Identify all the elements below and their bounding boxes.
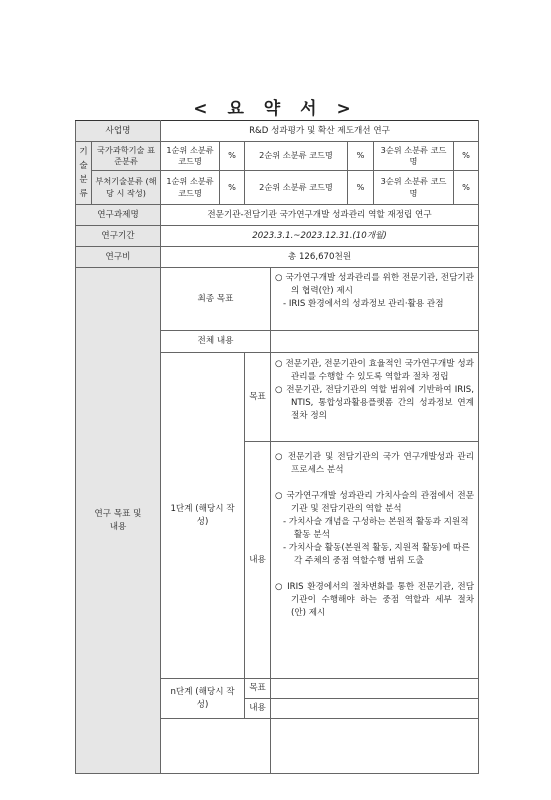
class-cell: 1순위 소분류 코드명 bbox=[161, 171, 220, 205]
overall-label: 전체 내용 bbox=[161, 331, 271, 353]
goals-section-label: 연구 목표 및 내용 bbox=[76, 268, 161, 774]
class-percent: % bbox=[348, 142, 374, 171]
stage1-goal-item: ○ 전문기관, 전담기관의 역할 범위에 기반하여 IRIS, NTIS, 통합성과활용플랫폼 간의 성과정보 연계 절차 정의 bbox=[275, 385, 474, 421]
final-goal-subitem: - IRIS 환경에서의 성과정보 관리·활용 관점 bbox=[283, 299, 444, 309]
period-label: 연구기간 bbox=[76, 226, 161, 247]
final-goal-label: 최종 목표 bbox=[161, 268, 271, 331]
final-goal-content bbox=[271, 268, 479, 331]
national-standard-label: 국가과학기술 표준분류 bbox=[92, 142, 161, 171]
period-value: 2023.3.1.~2023.12.31.(10개월) bbox=[161, 226, 479, 247]
stage1-contents bbox=[271, 442, 479, 679]
class-percent: % bbox=[220, 171, 245, 205]
stageN-goal-value bbox=[271, 679, 479, 699]
classification-label: 기술분류 bbox=[76, 142, 92, 205]
stage1-label: 1단계 (해당시 작성) bbox=[161, 353, 245, 679]
trailing-blank-cell bbox=[271, 719, 479, 774]
stage1-goal-label: 목표 bbox=[245, 353, 271, 442]
project-value: R&D 성과평가 및 확산 제도개선 연구 bbox=[161, 121, 479, 142]
stage1-content-item: ○ 국가연구개발 성과관리 가치사슬의 관점에서 전문기관 및 전담기관의 역할 분석 bbox=[275, 491, 474, 514]
research-title-value: 전문기관-전담기관 국가연구개발 성과관리 역할 재정립 연구 bbox=[161, 205, 479, 226]
stageN-content-value bbox=[271, 699, 479, 719]
class-cell: 3순위 소분류 코드명 bbox=[374, 171, 454, 205]
stage1-content-item: ○ IRIS 환경에서의 절차변화를 통한 전문기관, 전담기관이 수행해야 하는 중점 역할과 세부 절차 (안) 제시 bbox=[275, 582, 474, 618]
stage1-content-label: 내용 bbox=[245, 442, 271, 679]
stage1-content-subitem: - 가치사슬 개념을 구성하는 본원적 활동과 지원적 활동 분석 bbox=[283, 517, 469, 540]
stageN-label: n단계 (해당시 작성) bbox=[161, 679, 245, 719]
stage1-goal-item: ○ 전문기관, 전문기관이 효율적인 국가연구개발 성과관리를 수행할 수 있도록 역할과 절차 정립 bbox=[275, 359, 474, 382]
stage1-goals bbox=[271, 353, 479, 442]
class-cell: 2순위 소분류 코드명 bbox=[245, 171, 348, 205]
stage1-content-item: ○ 전문기관 및 전담기관의 국가 연구개발성과 관리 프로세스 분석 bbox=[275, 452, 474, 475]
class-cell: 1순위 소분류 코드명 bbox=[161, 142, 220, 171]
class-cell: 2순위 소분류 코드명 bbox=[245, 142, 348, 171]
ministry-class-label: 부처기술분류 (해당 시 작성) bbox=[92, 171, 161, 205]
class-percent: % bbox=[454, 171, 479, 205]
document-title: < 요 약 서 > bbox=[193, 99, 358, 119]
class-cell: 3순위 소분류 코드명 bbox=[374, 142, 454, 171]
stage1-content-subitem: - 가치사슬 활동(본원적 활동, 지원적 활동)에 따른 각 주체의 중점 역할수행 범위 도출 bbox=[283, 543, 470, 566]
class-percent: % bbox=[220, 142, 245, 171]
budget-value: 총 126,670천원 bbox=[161, 247, 479, 268]
research-title-label: 연구과제명 bbox=[76, 205, 161, 226]
class-percent: % bbox=[348, 171, 374, 205]
overall-value bbox=[271, 331, 479, 353]
stageN-goal-label: 목표 bbox=[245, 679, 271, 699]
budget-label: 연구비 bbox=[76, 247, 161, 268]
final-goal-item: ○ 국가연구개발 성과관리를 위한 전문기관, 전담기관의 협력(안) 제시 bbox=[275, 273, 474, 296]
class-percent: % bbox=[454, 142, 479, 171]
summary-table bbox=[75, 120, 479, 774]
project-label: 사업명 bbox=[76, 121, 161, 142]
trailing-blank-cell bbox=[161, 719, 271, 774]
stageN-content-label: 내용 bbox=[245, 699, 271, 719]
